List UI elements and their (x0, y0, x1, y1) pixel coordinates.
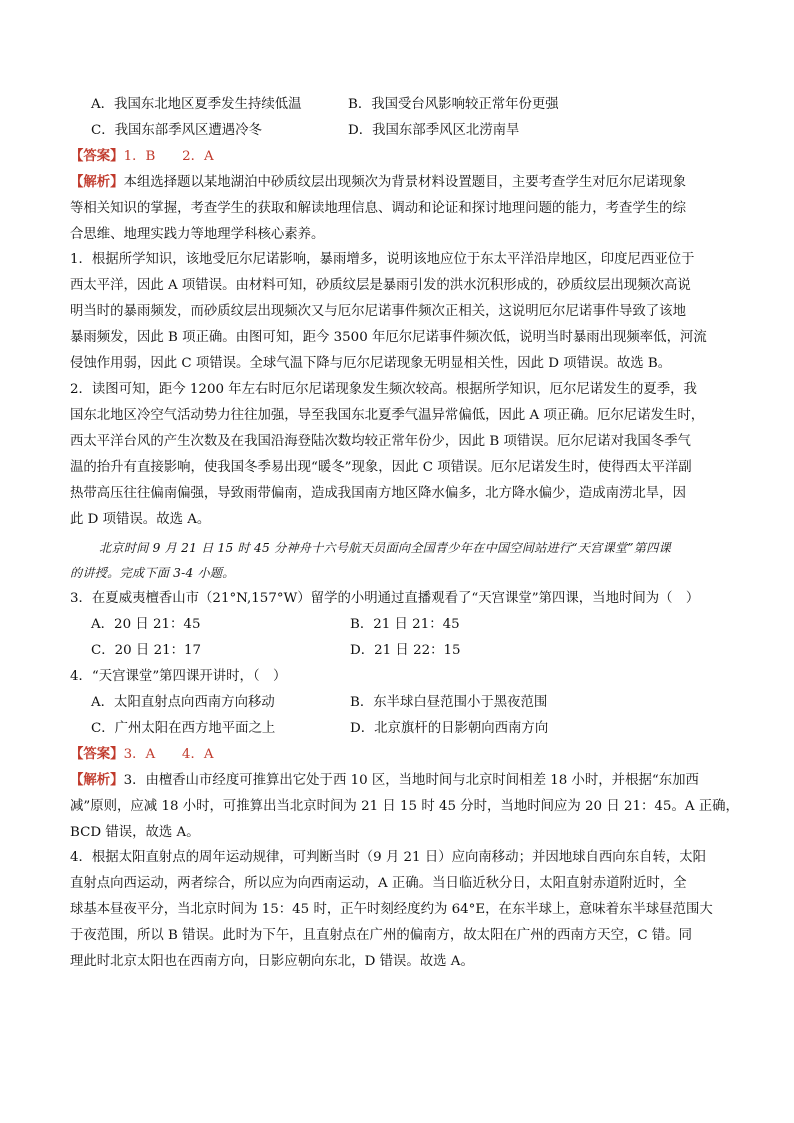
options-row (70, 118, 734, 144)
explanation-q2 (70, 377, 734, 532)
analysis-block (70, 170, 734, 248)
answer-label: 【答案】 (70, 147, 124, 164)
explanation-line: 理此时北京太阳也在西南方向，日影应朝向东北，D 错误。故选 A。 (70, 954, 474, 970)
option-b: B．我国受台风影响较正常年份更强 (348, 97, 559, 112)
option-c: C．我国东部季风区遭遇冷冬 (91, 122, 262, 138)
analysis-line: 本组选择题以某地湖泊中砂质纹层出现频次为背景材料设置题目，主要考查学生对厄尔尼诺现象 (123, 174, 686, 190)
analysis-block (70, 768, 739, 846)
question-3-stem: 3．在夏威夷檀香山市（21°N,157°W）留学的小明通过直播观看了“天宫课堂”第四课，当地时间为（ ） (70, 591, 700, 607)
answer-text: 3．A 4．A (123, 746, 214, 762)
answer-label: 【答案】 (70, 745, 124, 762)
explanation-line: 西太平洋台风的产生次数及在我国沿海登陆次数均较正常年份少，因此 B 项错误。厄尔尼诺对我国冬季气 (70, 433, 691, 449)
answer-text: 1．B 2．A (123, 148, 214, 164)
explanation-line: 国东北地区冷空气活动势力往往加强，导至我国东北夏季气温异常偏低，因此 A 项正确。厄尔尼诺发生时， (70, 407, 705, 423)
section-intro: 北京时间 9 月 21 日 15 时 45 分神舟十六号航天员面向全国青少年在中国空间站进行“天宫课堂”第四课 (99, 541, 671, 556)
explanation-line: 侵蚀作用弱，因此 C 项错误。全球气温下降与厄尔尼诺现象无明显相关性，因此 D 项错误。故选 B。 (70, 356, 672, 372)
explanation-q1 (70, 247, 734, 377)
explanation-line: 4．根据太阳直射点的周年运动规律，可判断当时（9 月 21 日）应向南移动；并因地球自西向东自转，太阳 (70, 850, 707, 866)
answer-line (70, 144, 734, 170)
explanation-line: 2．读图可知，距今 1200 年左右时厄尔尼诺现象发生频次较高。根据所学知识，厄尔尼诺发生的夏季，我 (70, 381, 697, 397)
options-row (70, 612, 734, 638)
option-c: C．20 日 21：17 (91, 643, 202, 659)
option-d: D．北京旗杆的日影朝向西南方向 (350, 720, 549, 736)
option-a: A．20 日 21：45 (91, 617, 201, 633)
explanation-q4 (70, 845, 734, 975)
explanation-line: 温的抬升有直接影响，使我国冬季易出现“暖冬”现象，因此 C 项错误。厄尔尼诺发生时，使得西太平洋副 (70, 459, 692, 475)
answer-line (70, 742, 734, 768)
options-row (70, 92, 734, 118)
explanation-line: 直射点向西运动，两者综合，所以应为向西南运动，A 正确。当日临近秋分日，太阳直射赤道附近时，全 (70, 876, 687, 892)
section-intro: 的讲授。完成下面 3-4 小题。 (70, 566, 235, 581)
explanation-line: 西太平洋，因此 A 项错误。由材料可知，砂质纹层是暴雨引发的洪水沉积形成的，砂质纹层出现频次高说 (70, 278, 691, 294)
analysis-label: 【解析】 (70, 173, 124, 190)
explanation-line: 于夜范围，所以 B 错误。此时为下午，且直射点在广州的偏南方，故太阳在广州的西南方天空，C 错。同 (70, 928, 693, 944)
explanation-line: 球基本昼夜平分，当北京时间为 15：45 时，正午时刻经度约为 64°E，在东半球上，意味着东半球昼范围大 (70, 902, 713, 918)
page-content (70, 92, 739, 975)
options-row (70, 716, 734, 742)
analysis-line: 合思维、地理实践力等地理学科核心素养。 (70, 226, 325, 242)
option-d: D．21 日 22：15 (350, 643, 461, 659)
option-b: B．21 日 21：45 (350, 617, 460, 633)
options-row (70, 690, 734, 716)
explanation-line: 明当时的暴雨频发，而砂质纹层出现频次又与厄尔尼诺事件频次正相关，这说明厄尔尼诺事件导致了该地 (70, 304, 686, 320)
option-a: A．太阳直射点向西南方向移动 (91, 695, 275, 711)
explanation-line: 此 D 项错误。故选 A。 (70, 511, 211, 527)
option-c: C．广州太阳在西方地平面之上 (91, 720, 276, 736)
explanation-line: 暴雨频发，因此 B 项正确。由图可知，距今 3500 年厄尔尼诺事件频次低，说明当时暴雨出现频率低，河流 (70, 330, 707, 346)
analysis-line: 等相关知识的掌握，考查学生的获取和解读地理信息、调动和论证和探讨地理问题的能力，考查学生的综 (70, 200, 686, 216)
option-a: A．我国东北地区夏季发生持续低温 (91, 97, 302, 112)
analysis-line: 减”原则，应减 18 小时，可推算出当北京时间为 21 日 15 时 45 分时，当地时间应为 20 日 21：45。A 正确， (70, 798, 739, 814)
options-row (70, 638, 734, 664)
analysis-label: 【解析】 (70, 771, 124, 788)
option-b: B．东半球白昼范围小于黑夜范围 (350, 695, 548, 711)
explanation-line: 1．根据所学知识，该地受厄尔尼诺影响，暴雨增多，说明该地应位于东太平洋沿岸地区，印度尼西亚位于 (70, 252, 695, 268)
explanation-line: 热带高压往往偏南偏强，导致雨带偏南，造成我国南方地区降水偏多，北方降水偏少，造成南涝北旱，因 (70, 485, 686, 501)
analysis-line: BCD 错误，故选 A。 (70, 824, 200, 840)
analysis-line: 3．由檀香山市经度可推算出它处于西 10 区，当地时间与北京时间相差 18 小时，并根据“东加西 (123, 772, 699, 788)
option-d: D．我国东部季风区北涝南旱 (348, 122, 520, 138)
question-4-stem: 4．“天宫课堂”第四课开讲时，（ ） (70, 669, 287, 685)
